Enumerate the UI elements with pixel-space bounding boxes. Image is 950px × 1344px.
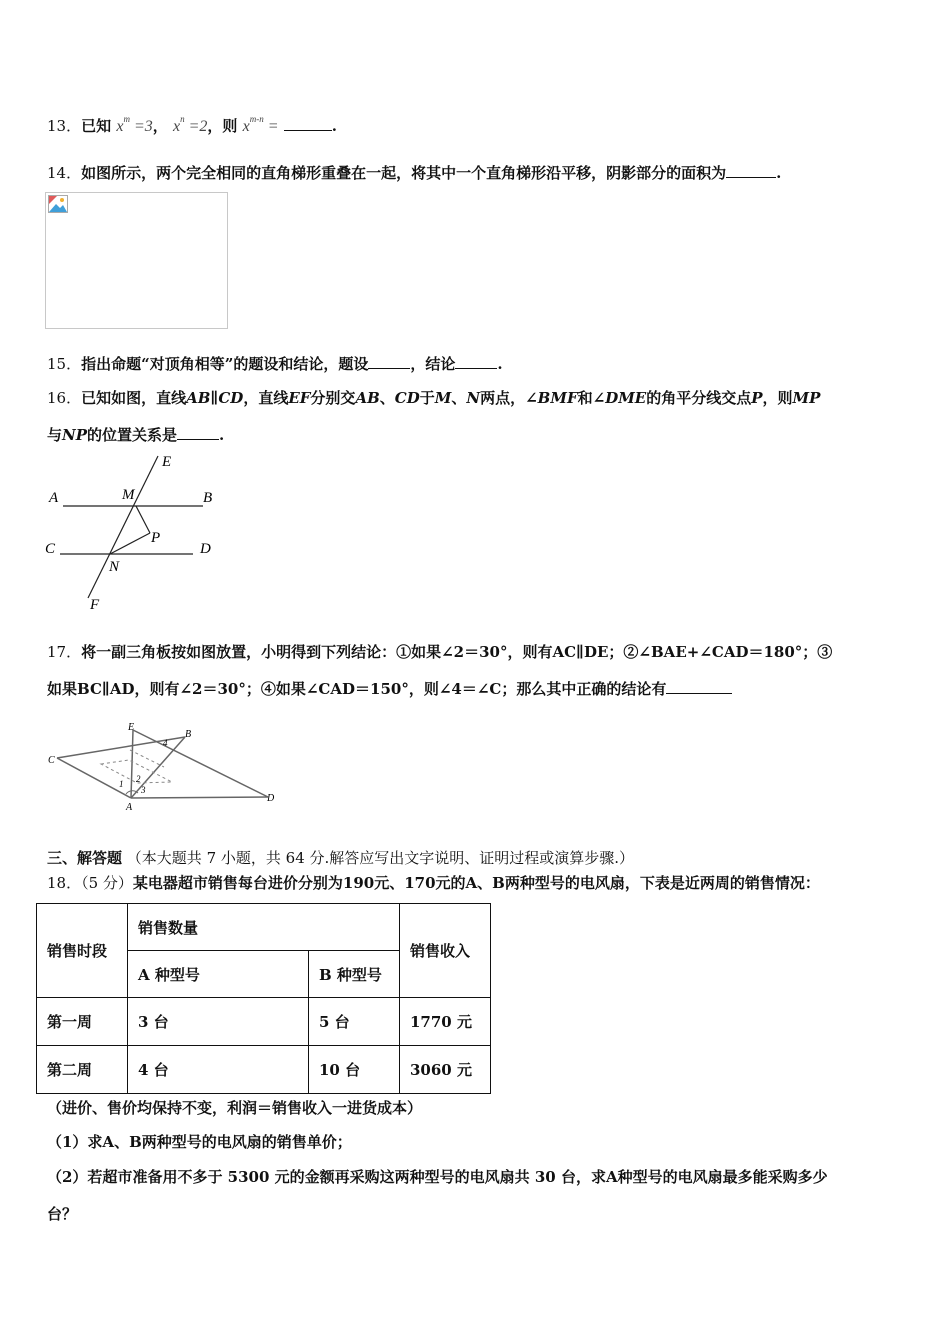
label-p: P	[151, 530, 161, 546]
question-text: 如图所示，两个完全相同的直角梯形重叠在一起，将其中一个直角梯形沿平移，阴影部分的面积为	[81, 164, 727, 182]
answer-blank	[177, 425, 219, 440]
text: N	[466, 389, 481, 407]
score: （5 分）	[81, 874, 133, 892]
broken-image-icon	[48, 195, 68, 213]
label-e: E	[162, 454, 172, 470]
cell-b: 10 台	[309, 1046, 400, 1094]
question-16-line-2	[47, 424, 224, 445]
note-text: （进价、售价均保持不变，利润＝销售收入一进货成本）	[47, 1099, 423, 1117]
label-angle-2: 2	[136, 774, 141, 784]
broken-image-placeholder	[45, 192, 228, 329]
text: 于	[419, 389, 435, 407]
sales-table	[36, 903, 491, 1094]
text: 和∠	[577, 389, 606, 407]
header-model-a: A 种型号	[128, 951, 309, 998]
label-f: F	[90, 597, 100, 613]
question-15	[47, 353, 503, 374]
label-d: D	[200, 541, 211, 557]
label-e: E	[128, 722, 135, 733]
answer-blank	[666, 679, 732, 694]
text: 已知如图，直线	[81, 389, 187, 407]
period: .	[219, 426, 225, 444]
table-row	[37, 1046, 491, 1094]
text: 、	[379, 389, 395, 407]
separator: ，则	[207, 117, 238, 135]
text: BMF	[537, 389, 578, 407]
text: AB	[355, 389, 380, 407]
section-3-heading	[47, 847, 634, 868]
q18-note	[47, 1097, 422, 1118]
label-a: A	[126, 802, 133, 812]
question-number: 13．	[47, 117, 82, 135]
question-number: 16．	[47, 389, 82, 407]
math-expression-3: $x^{m-n}$ =	[242, 113, 279, 135]
period: .	[497, 355, 503, 373]
period: .	[776, 164, 782, 182]
label-c: C	[45, 541, 56, 557]
triangle-rulers-figure	[44, 720, 284, 812]
separator: ，	[152, 117, 168, 135]
text: CD	[394, 389, 420, 407]
question-number: 17．	[47, 643, 82, 661]
header-revenue: 销售收入	[400, 904, 491, 998]
question-18	[47, 872, 820, 893]
cell-b: 5 台	[309, 998, 400, 1046]
label-m: M	[122, 487, 135, 503]
question-number: 15．	[47, 355, 82, 373]
label-angle-3: 3	[141, 785, 146, 795]
segment-np	[110, 533, 150, 554]
question-text: 如果BC∥AD，则有∠2＝30°；④如果∠CAD＝150°，则∠4＝∠C；那么其中正确的结论有	[47, 680, 667, 698]
q18-part-2	[47, 1166, 828, 1187]
side-ad	[131, 797, 268, 798]
part-1-text: （1）求A、B两种型号的电风扇的销售单价；	[47, 1133, 352, 1151]
cell-a: 3 台	[128, 998, 309, 1046]
inner-dashed-line	[130, 750, 164, 767]
text: AB∥CD	[186, 389, 244, 407]
question-text: 某电器超市销售每台进价分别为190元、170元的A、B两种型号的电风扇，下表是近两周的销售情况：	[132, 874, 820, 892]
question-number: 14．	[47, 164, 82, 182]
question-16	[47, 387, 820, 408]
cell-revenue: 1770 元	[400, 998, 491, 1046]
question-text: 将一副三角板按如图放置，小明得到下列结论：①如果∠2＝30°，则有AC∥DE；②∠BAE+∠CAD＝180°；③	[81, 643, 833, 661]
answer-blank-hypothesis	[368, 354, 410, 369]
q18-part-1	[47, 1131, 352, 1152]
label-a: A	[49, 490, 59, 506]
text: EF	[288, 389, 311, 407]
cell-a: 4 台	[128, 1046, 309, 1094]
question-text: ，结论	[410, 355, 456, 373]
text: P	[751, 389, 763, 407]
text: ，直线	[243, 389, 289, 407]
label-b: B	[203, 490, 213, 506]
cell-period: 第二周	[37, 1046, 128, 1094]
label-n: N	[109, 559, 120, 575]
label-b: B	[185, 729, 192, 740]
side-ed	[133, 730, 268, 797]
question-17-line-2	[47, 678, 732, 699]
math-expression-1: $x^m =3$	[116, 113, 153, 135]
part-2-text: 台？	[47, 1205, 78, 1223]
section-title: 三、解答题	[47, 849, 123, 867]
question-lead: 已知	[81, 117, 112, 135]
question-number: 18．	[47, 874, 82, 892]
cell-period: 第一周	[37, 998, 128, 1046]
math-expression-2: $x^n =2$	[173, 113, 208, 135]
text: 的角平分线交点	[646, 389, 752, 407]
side-ea	[131, 730, 133, 798]
header-model-b: B 种型号	[309, 951, 400, 998]
part-2-text: （2）若超市准备用不多于 5300 元的金额再采购这两种型号的电风扇共 30 台，求A种型号的电风扇最多能采购多少	[47, 1168, 828, 1186]
question-17	[47, 641, 832, 662]
answer-blank	[726, 163, 776, 178]
cell-revenue: 3060 元	[400, 1046, 491, 1094]
header-quantity: 销售数量	[128, 904, 400, 951]
text: 与	[47, 426, 63, 444]
label-angle-4: 4	[163, 738, 168, 748]
text: 分别交	[310, 389, 356, 407]
text: NP	[62, 426, 88, 444]
text: 两点，∠	[480, 389, 538, 407]
question-14	[47, 162, 781, 183]
text: ，则	[762, 389, 793, 407]
period: .	[331, 117, 338, 135]
side-ba	[131, 737, 185, 798]
text: 的位置关系是	[87, 426, 178, 444]
label-d: D	[267, 793, 275, 804]
text: M	[434, 389, 452, 407]
header-period: 销售时段	[37, 904, 128, 998]
section-note: （本大题共 7 小题，共 64 分.解答应写出文字说明、证明过程或演算步骤.）	[126, 849, 635, 867]
answer-blank	[284, 116, 332, 131]
question-13	[47, 115, 337, 136]
parallel-lines-figure	[40, 450, 230, 615]
text: 、	[451, 389, 467, 407]
text: MP	[792, 389, 821, 407]
segment-mp	[136, 506, 150, 533]
q18-part-2-line-2	[47, 1203, 77, 1224]
side-ca	[57, 758, 131, 798]
label-c: C	[48, 755, 55, 766]
answer-blank-conclusion	[455, 354, 497, 369]
table-row	[37, 998, 491, 1046]
text: DME	[605, 389, 647, 407]
label-angle-1: 1	[119, 779, 124, 789]
question-text: 指出命题“对顶角相等”的题设和结论，题设	[81, 355, 369, 373]
